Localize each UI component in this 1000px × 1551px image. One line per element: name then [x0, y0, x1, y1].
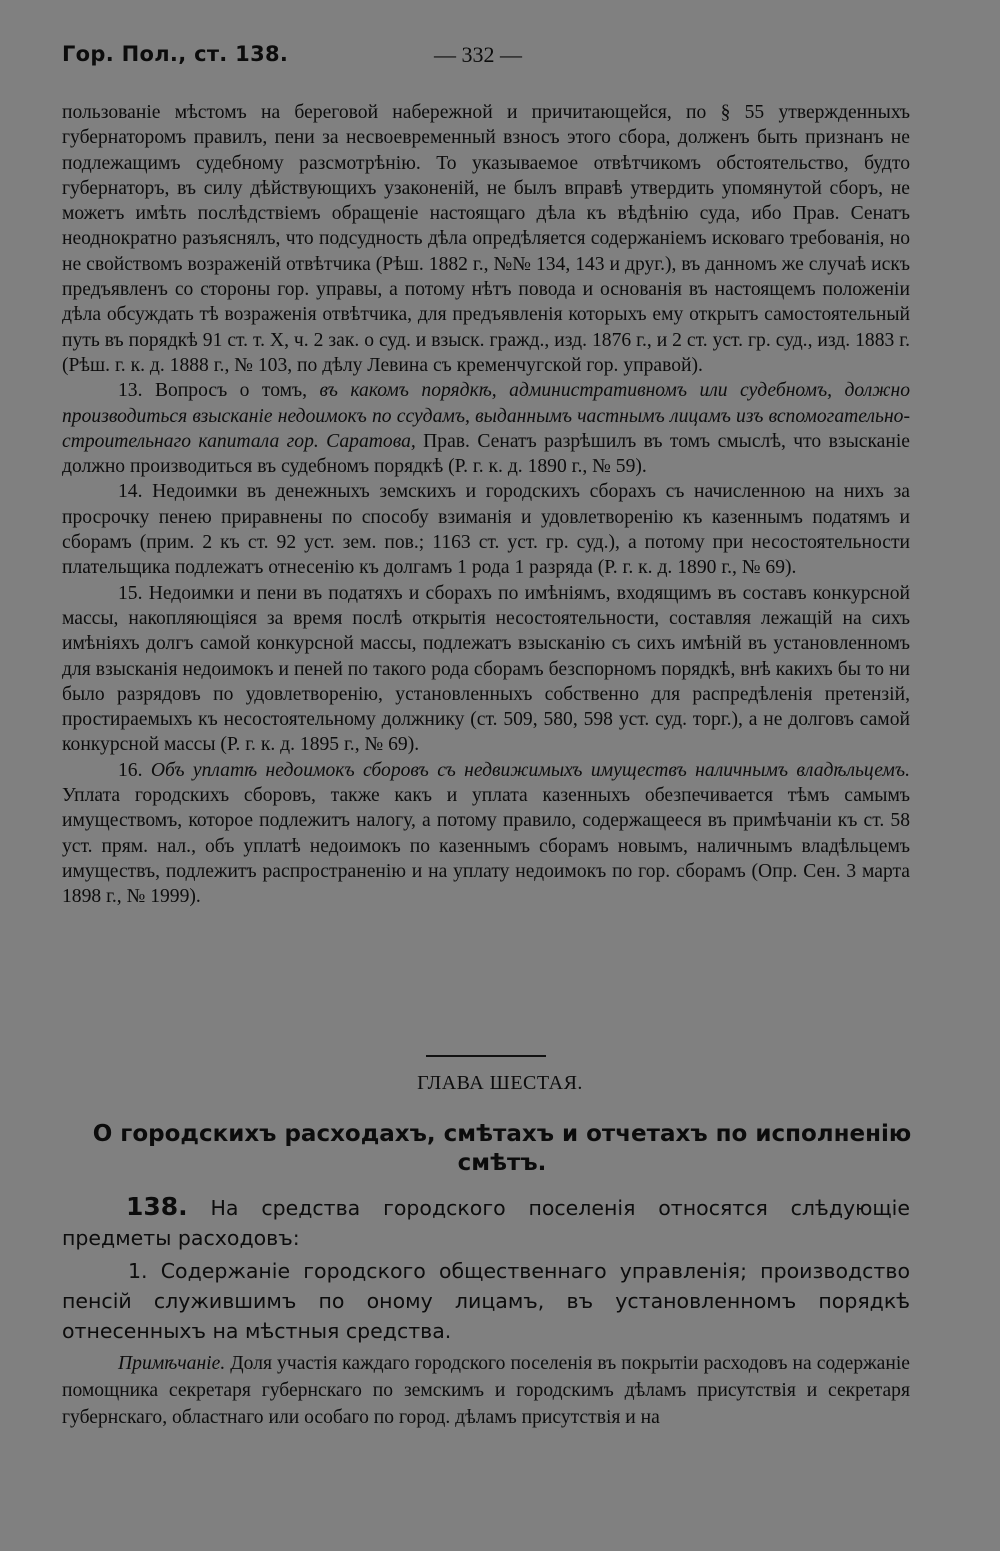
page-number: — 332 —	[434, 42, 522, 67]
paragraph-16-text: Уплата городскихъ сборовъ, также какъ и уплата казенныхъ обезпечивается тѣмъ самымъ имуществомъ, которое подлежитъ налогу, а потому правило, содержащееся въ примѣчаніи къ ст. 58 уст. прям. нал., объ уплатѣ недоимокъ по казеннымъ сборамъ новымъ, наличнымъ владѣльцемъ имуществъ, подлежитъ распространенію и на уплату недоимокъ по гор. сборамъ (Опр. Сен. 3 марта 1898 г., № 1999).	[62, 785, 910, 908]
paragraph-13-question: въ какомъ порядкѣ, административномъ или судебномъ, должно производиться взысканіе недоимокъ по ссудамъ, выданнымъ частнымъ лицамъ изъ вспомогательно-строительнаго капитала гор. Саратова,	[62, 380, 910, 452]
paragraph-continued: пользованіе мѣстомъ на береговой набережной и причитающейся, по § 55 утвержденныхъ губернаторомъ правилъ, пени за несвоевременный взносъ этого сбора, долженъ быть признанъ не подлежащимъ судебному разсмотрѣнію. То указываемое отвѣтчикомъ обстоятельство, будто губернаторъ, въ силу дѣйствующихъ узаконеній, не былъ вправѣ утвердить упомянутой сборъ, не можетъ имѣть послѣдствіемъ обращеніе настоящаго дѣла къ вѣдѣнію суда, ибо Прав. Сенатъ неоднократно разъяснялъ, что подсудность дѣла опредѣляется содержаніемъ исковаго требованія, но не свойствомъ возраженій отвѣтчика (Рѣш. 1882 г., №№ 134, 143 и друг.), въ данномъ же случаѣ искъ предъявленъ со стороны гор. управы, а потому нѣтъ повода и основанія въ настоящемъ положеніи дѣла обсуждать тѣ возраженія отвѣтчика, для предъявленія которыхъ ему открытъ самостоятельный путь въ порядкѣ 91 ст. т. X, ч. 2 зак. о суд. и взыск. гражд., изд. 1876 г., и 2 ст. уст. гр. суд., изд. 1883 г. (Рѣш. г. к. д. 1888 г., № 103, по дѣлу Левина съ кременчугской гор. управой).	[62, 102, 910, 376]
article-text: На средства городского поселенія относятся слѣдующіе предметы расходовъ:	[62, 1196, 910, 1250]
article-item-1: 1. Содержаніе городского общественнаго управленія; производство пенсій служившимъ по оному лицамъ, въ установленномъ порядкѣ отнесенныхъ на мѣстныя средства.	[62, 1259, 910, 1343]
paragraph-13-ruling: Прав. Сенатъ разрѣшилъ въ томъ смыслѣ, что взысканіе должно производиться въ судебномъ порядкѣ (Р. г. к. д. 1890 г., № 59).	[62, 430, 910, 478]
note	[62, 1350, 910, 1431]
article-138	[62, 1192, 910, 1253]
section-title: О городскихъ расходахъ, смѣтахъ и отчетахъ по исполненію смѣтъ.	[92, 1121, 912, 1176]
paragraph-16	[62, 758, 910, 910]
paragraph-13	[62, 378, 910, 479]
chapter-heading: ГЛАВА ШЕСТАЯ.	[417, 1072, 583, 1094]
paragraph-16-number: 16.	[118, 759, 151, 781]
note-label: Примѣчаніе.	[118, 1353, 226, 1374]
body-text	[62, 100, 910, 910]
note-text: Доля участія каждаго городского поселенія въ покрытіи расходовъ на содержаніе помощника секретаря губернскаго по земскимъ и городскимъ дѣламъ присутствія и секретаря губернскаго, областнаго или особаго по город. дѣламъ присутствія и на	[62, 1353, 910, 1428]
article-number: 138.	[126, 1192, 188, 1221]
paragraph-16-heading: Объ уплатѣ недоимокъ сборовъ съ недвижимыхъ имуществъ наличнымъ владѣльцемъ.	[150, 759, 910, 781]
running-head: Гор. Пол., ст. 138.	[62, 42, 289, 66]
paragraph-14: 14. Недоимки въ денежныхъ земскихъ и городскихъ сборахъ съ начисленною на нихъ за просрочку пенею приравнены по способу взиманія и удовлетворенію къ казеннымъ податямъ и сборамъ (прим. 2 къ ст. 92 уст. зем. пов.; 1163 ст. уст. гр. суд.), а потому при несостоятельности плательщика подлежатъ отнесенію къ долгамъ 1 рода 1 разряда (Р. г. к. д. 1890 г., № 69).	[62, 481, 910, 579]
paragraph-15: 15. Недоимки и пени въ податяхъ и сборахъ по имѣніямъ, входящимъ въ составъ конкурсной массы, накопляющіяся за время послѣ открытія несостоятельности, составляя лежащій на сихъ имѣніяхъ долгъ самой конкурсной массы, подлежатъ взысканію съ сихъ имѣній въ установленномъ для взысканія недоимокъ и пеней по такого рода сборамъ безспорномъ порядкѣ, внѣ какихъ бы то ни было разрядовъ по удовлетворенію, установленныхъ собственно для распредѣленія претензій, простираемыхъ къ несостоятельному должнику (ст. 509, 580, 598 уст. суд. торг.), а не долговъ самой конкурсной массы (Р. г. к. д. 1895 г., № 69).	[62, 582, 910, 756]
paragraph-13-lead: 13. Вопросъ о томъ,	[118, 380, 320, 402]
section-divider	[426, 1055, 546, 1057]
page-header	[62, 42, 912, 78]
